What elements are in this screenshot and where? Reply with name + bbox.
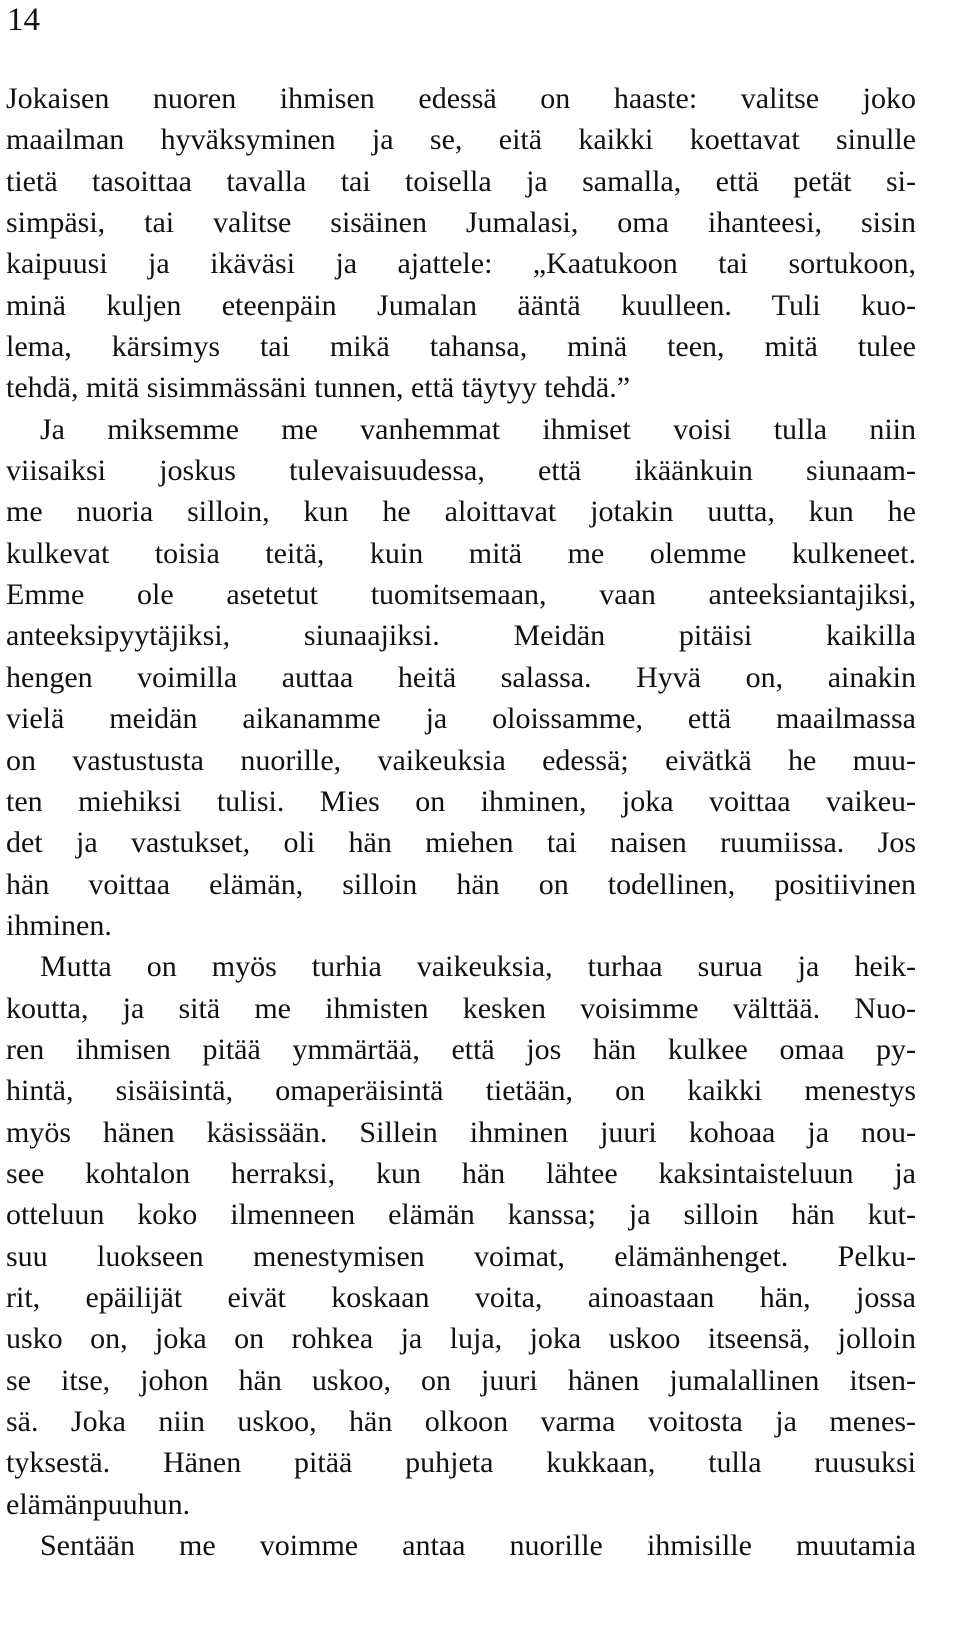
text-line: elämänpuuhun. (6, 1487, 191, 1521)
body-text (6, 78, 916, 1566)
text-line: Emme ole asetetut tuomitsemaan, vaan anteeksiantajiksi, (6, 578, 916, 612)
text-line: Ja miksemme me vanhemmat ihmiset voisi tulla niin (40, 412, 916, 446)
page-number: 14 (7, 2, 40, 38)
text-line: lema, kärsimys tai mikä tahansa, minä teen, mitä tulee (6, 330, 916, 364)
text-line: tehdä, mitä sisimmässäni tunnen, että täytyy tehdä.” (6, 371, 631, 405)
text-line: Jokaisen nuoren ihmisen edessä on haaste: valitse joko (6, 82, 916, 115)
text-line: anteeksipyytäjiksi, siunaajiksi. Meidän pitäisi kaikilla (6, 619, 916, 653)
text-line: minä kuljen eteenpäin Jumalan ääntä kuulleen. Tuli kuo- (6, 288, 916, 322)
text-line: see kohtalon herraksi, kun hän lähtee kaksintaisteluun ja (6, 1156, 916, 1190)
text-line: ren ihmisen pitää ymmärtää, että jos hän kulkee omaa py- (6, 1032, 916, 1066)
text-line: otteluun koko ilmenneen elämän kanssa; ja silloin hän kut- (6, 1198, 916, 1232)
text-line: viisaiksi joskus tulevaisuudessa, että ikäänkuin siunaam- (6, 454, 916, 488)
text-line: suu luokseen menestymisen voimat, elämänhenget. Pelku- (6, 1239, 916, 1273)
text-line: hän voittaa elämän, silloin hän on todellinen, positiivinen (6, 867, 916, 901)
text-line: hintä, sisäisintä, omaperäisintä tietään, on kaikki menestys (6, 1074, 916, 1108)
text-line: Sentään me voimme antaa nuorille ihmisille muutamia (40, 1529, 916, 1563)
text-line: simpäsi, tai valitse sisäinen Jumalasi, oma ihanteesi, sisin (6, 206, 916, 240)
text-line: me nuoria silloin, kun he aloittavat jotakin uutta, kun he (6, 495, 916, 529)
text-line: vielä meidän aikanamme ja oloissamme, että maailmassa (6, 702, 916, 736)
text-line: kaipuusi ja ikäväsi ja ajattele: „Kaatukoon tai sortukoon, (6, 247, 916, 281)
text-line: koutta, ja sitä me ihmisten kesken voisimme välttää. Nuo- (6, 991, 916, 1025)
text-line: usko on, joka on rohkea ja luja, joka uskoo itseensä, jolloin (6, 1322, 916, 1356)
text-line: maailman hyväksyminen ja se, eitä kaikki koettavat sinulle (6, 123, 916, 157)
text-line: myös hänen käsissään. Sillein ihminen juuri kohoaa ja nou- (6, 1115, 916, 1149)
text-line: sä. Joka niin uskoo, hän olkoon varma voitosta ja menes- (6, 1405, 916, 1438)
text-line: det ja vastukset, oli hän miehen tai naisen ruumiissa. Jos (6, 826, 916, 860)
text-line: Mutta on myös turhia vaikeuksia, turhaa surua ja heik- (40, 950, 916, 984)
text-line: tietä tasoittaa tavalla tai toisella ja samalla, että petät si- (6, 164, 916, 198)
text-line: kulkevat toisia teitä, kuin mitä me olemme kulkeneet. (6, 536, 916, 570)
text-line: tyksestä. Hänen pitää puhjeta kukkaan, tulla ruusuksi (6, 1446, 916, 1480)
text-line: rit, epäilijät eivät koskaan voita, ainoastaan hän, jossa (6, 1280, 916, 1314)
text-line: hengen voimilla auttaa heitä salassa. Hyvä on, ainakin (6, 660, 916, 694)
text-line: ten miehiksi tulisi. Mies on ihminen, joka voittaa vaikeu- (6, 784, 916, 818)
text-line: se itse, johon hän uskoo, on juuri hänen jumalallinen itsen- (6, 1363, 916, 1397)
text-line: on vastustusta nuorille, vaikeuksia edessä; eivätkä he muu- (6, 743, 916, 777)
text-line: ihminen. (6, 908, 112, 942)
